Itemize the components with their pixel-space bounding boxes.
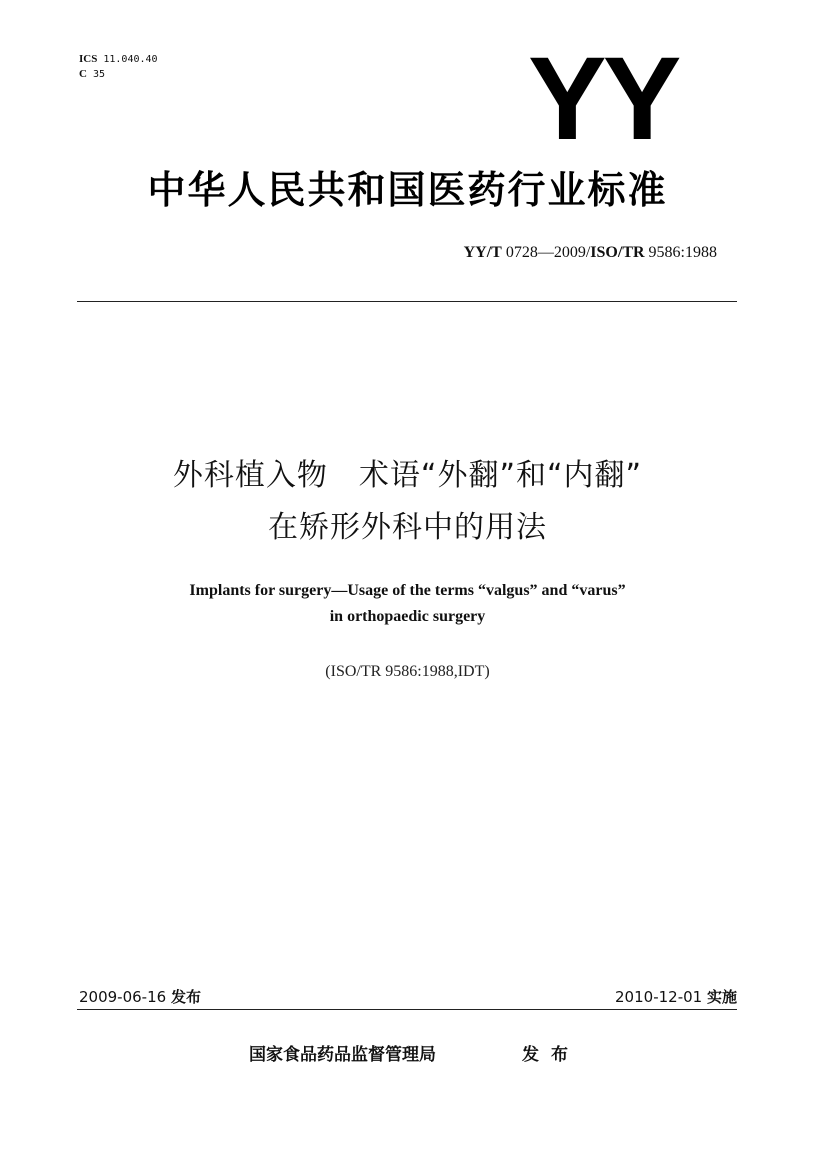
ics-label: ICS bbox=[79, 53, 98, 65]
standard-number-iso-prefix: ISO/TR bbox=[590, 244, 645, 261]
implement-date-word: 实施 bbox=[706, 988, 737, 1006]
standard-number bbox=[464, 243, 717, 263]
ccs-value: 35 bbox=[92, 69, 106, 80]
english-title-line-2: in orthopaedic surgery bbox=[329, 608, 486, 625]
issuing-authority: 国家食品药品监督管理局 bbox=[249, 1045, 436, 1065]
footer-divider bbox=[77, 1009, 737, 1010]
ics-code bbox=[79, 52, 158, 67]
standard-number-prefix: YY/T bbox=[463, 244, 502, 261]
chinese-title-line-2: 在矫形外科中的用法 bbox=[268, 510, 547, 545]
publish-date-word: 发布 bbox=[170, 988, 201, 1006]
implement-date bbox=[615, 987, 737, 1007]
publish-date-value: 2009-06-16 bbox=[79, 988, 167, 1006]
ccs-code bbox=[79, 67, 158, 82]
equivalence-note: (ISO/TR 9586:1988,IDT) bbox=[325, 663, 490, 680]
yy-logo: YY bbox=[528, 33, 678, 165]
english-title-line-1: Implants for surgery—Usage of the terms “valgus” and “varus” bbox=[189, 582, 626, 599]
header-divider bbox=[77, 301, 737, 302]
classification-codes bbox=[79, 52, 158, 82]
implement-date-value: 2010-12-01 bbox=[615, 988, 703, 1006]
standard-number-iso: 9586:1988 bbox=[648, 244, 717, 261]
issue-word: 发布 bbox=[522, 1045, 580, 1065]
ccs-label: C bbox=[79, 68, 87, 80]
standard-category-title: 中华人民共和国医药行业标准 bbox=[147, 168, 668, 212]
chinese-title-line-1: 外科植入物 术语“外翻”和“内翻” bbox=[172, 458, 643, 493]
ics-value: 11.040.40 bbox=[103, 54, 158, 65]
standard-number-main: 0728—2009/ bbox=[505, 244, 591, 261]
publish-date bbox=[79, 987, 201, 1007]
